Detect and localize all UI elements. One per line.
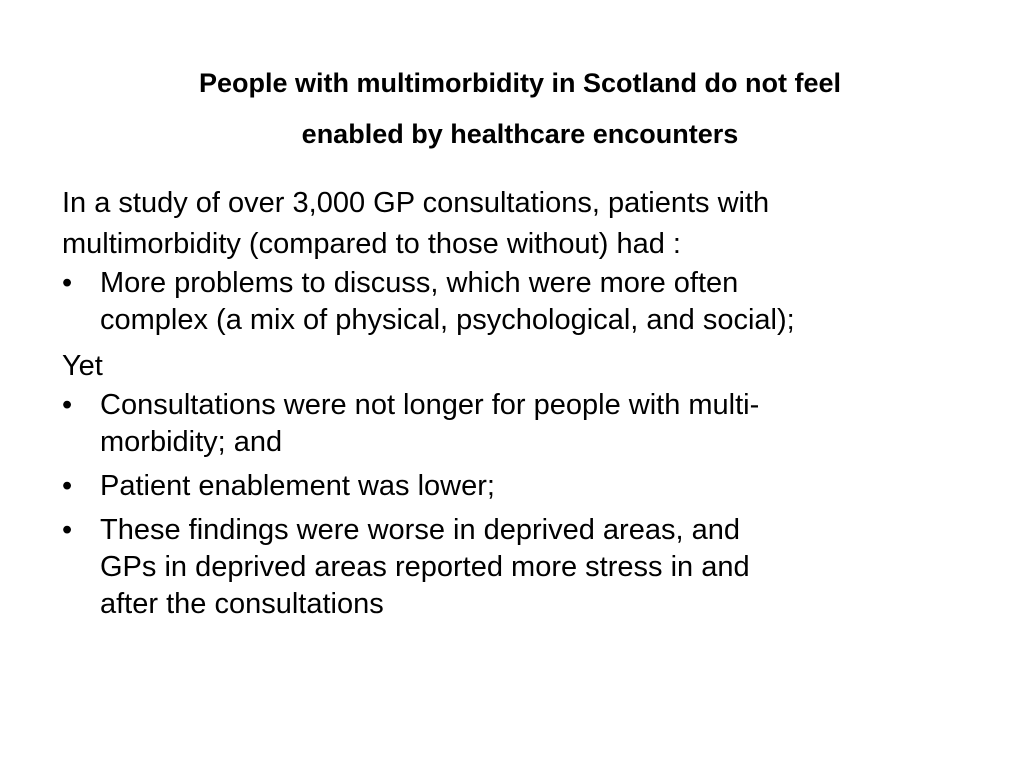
bullet-line: Patient enablement was lower; <box>100 470 495 502</box>
bullet-line: More problems to discuss, which were more often <box>100 267 739 299</box>
slide-body <box>62 183 982 630</box>
intro-paragraph <box>62 183 982 265</box>
slide-title <box>60 58 980 160</box>
bullet-line: complex (a mix of physical, psychological, and social); <box>100 304 795 336</box>
bullet-list-second <box>62 387 982 623</box>
bullet-line: GPs in deprived areas reported more stress in and <box>100 551 750 583</box>
bullet-line: These findings were worse in deprived areas, and <box>100 514 740 546</box>
bullet-icon: • <box>62 514 73 546</box>
intro-line: In a study of over 3,000 GP consultations, patients with <box>62 187 770 219</box>
bullet-line: Consultations were not longer for people with multi- <box>100 389 760 421</box>
bullet-icon: • <box>62 389 73 421</box>
bullet-item <box>62 512 982 623</box>
bullet-line: morbidity; and <box>100 426 283 458</box>
bullet-item <box>62 387 982 461</box>
bullet-icon: • <box>62 470 73 502</box>
yet-label: Yet <box>62 350 103 382</box>
bullet-item <box>62 468 982 505</box>
bullet-line: after the consultations <box>100 588 384 620</box>
bullet-item <box>62 265 982 339</box>
bullet-icon: • <box>62 267 73 299</box>
intro-line: multimorbidity (compared to those without) had : <box>62 228 681 260</box>
slide-title-line: People with multimorbidity in Scotland do not feel <box>198 68 841 98</box>
bullet-list-first <box>62 265 982 339</box>
slide-title-line: enabled by healthcare encounters <box>301 119 739 149</box>
